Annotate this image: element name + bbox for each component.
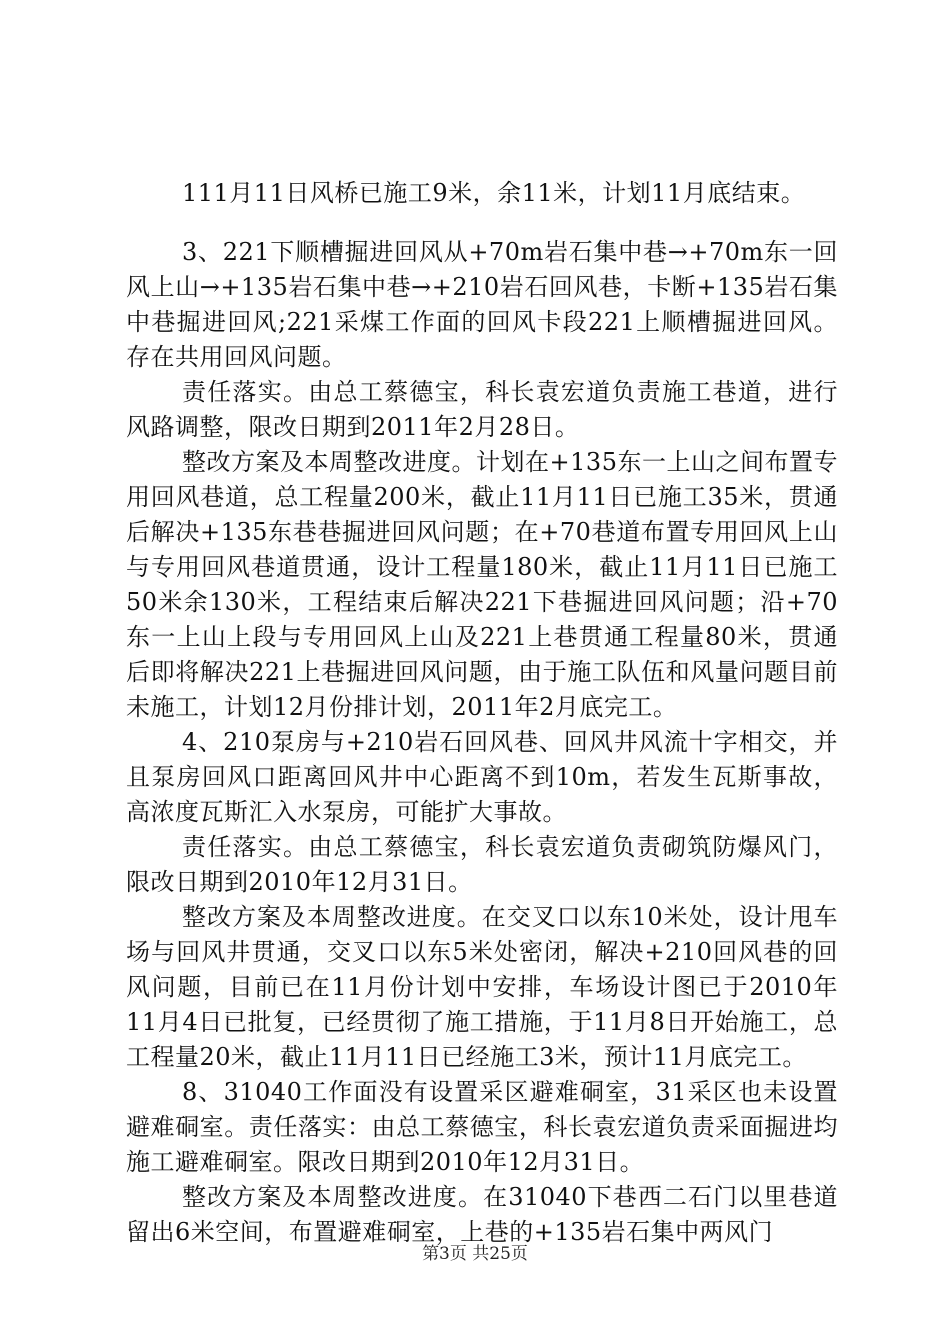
page-number-footer: 第3页 共25页 [422,1244,528,1264]
paragraph-1: 111月11日风桥已施工9米，余11米，计划11月底结束。 [182,179,806,207]
paragraph-5: 4、210泵房与+210岩石回风巷、回风井风流十字相交，并且泵房回风口距离回风井中心距离不到10m，若发生瓦斯事故，高浓度瓦斯汇入水泵房，可能扩大事故。 [126,728,838,826]
document-body [126,176,838,1250]
paragraph-8: 8、31040工作面没有设置采区避难硐室，31采区也未设置避难硐室。责任落实：由总工蔡德宝，科长袁宏道负责采面掘进均施工避难硐室。限改日期到2010年12月31日。 [126,1078,838,1176]
paragraph-4: 整改方案及本周整改进度。计划在+135东一上山之间布置专用回风巷道，总工程量200米，截止11月11日已施工35米，贯通后解决+135东巷巷掘进回风问题；在+70巷道布置专用回风上山与专用回风巷道贯通，设计工程量180米，截止11月11日已施工50米余130米，工程结束后解决221下巷掘进回风问题；沿+70东一上山上段与专用回风上山及221上巷贯通工程量80米，贯通后即将解决221上巷掘进回风问题，由于施工队伍和风量问题目前未施工，计划12月份排计划，2011年2月底完工。 [126,448,838,721]
paragraph-6: 责任落实。由总工蔡德宝，科长袁宏道负责砌筑防爆风门，限改日期到2010年12月31日。 [126,833,838,896]
paragraph-2: 3、221下顺槽掘进回风从+70m岩石集中巷→+70m东一回风上山→+135岩石集中巷→+210岩石回风巷，卡断+135岩石集中巷掘进回风;221采煤工作面的回风卡段221上顺槽掘进回风。存在共用回风问题。 [126,238,838,371]
paragraph-3: 责任落实。由总工蔡德宝，科长袁宏道负责施工巷道，进行风路调整，限改日期到2011年2月28日。 [126,378,838,441]
paragraph-7: 整改方案及本周整改进度。在交叉口以东10米处，设计甩车场与回风井贯通，交叉口以东5米处密闭，解决+210回风巷的回风问题，目前已在11月份计划中安排，车场设计图已于2010年11月4日已批复，已经贯彻了施工措施，于11月8日开始施工，总工程量20米，截止11月11日已经施工3米，预计11月底完工。 [126,903,838,1071]
paragraph-9: 整改方案及本周整改进度。在31040下巷西二石门以里巷道留出6米空间，布置避难硐室，上巷的+135岩石集中两风门 [126,1183,838,1246]
